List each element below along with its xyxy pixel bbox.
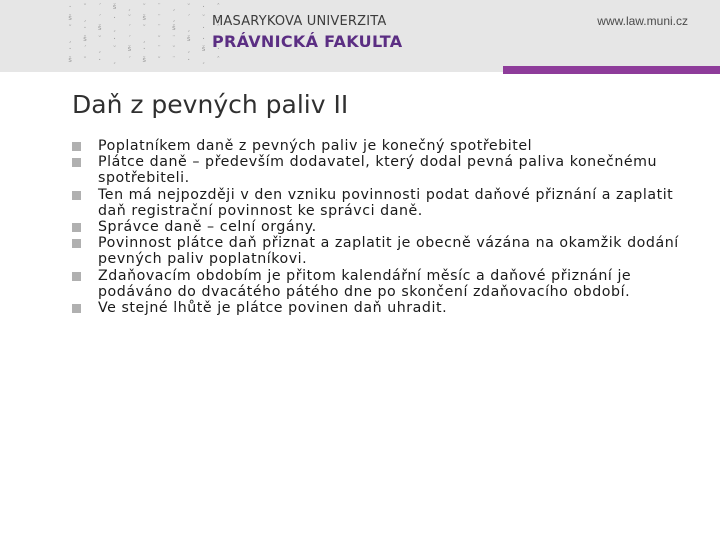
bullet-text: Povinnost plátce daň přiznat a zaplatit je obecně vázána na okamžik dodání pevných paliv poplatníkovi. [98,235,679,268]
bullet-square-icon [72,272,81,281]
bullet-text: Ten má nejpozději v den vzniku povinnosti podat daňové přiznání a zaplatit daň registrační povinnost ke správci daně. [98,186,674,219]
website-url: www.law.muni.cz [597,14,688,28]
bullet-list [72,138,692,316]
bullet-square-icon [72,158,81,167]
slide-header [0,0,720,72]
bullet-item [72,219,692,235]
logo-letter-pattern: · ˘ ´ š ¸ ˘ ¨ ¸ ˘ · ˆ š ¸ ´ · ˘ š ¨ ¸ ´ ˘ · ˘ · š ¸ ´ ˘ ¨ š ¸ · ˆ ¸ š ˘ · ´ ¸ ˘ ¨ š · ˘ · ´ ¸ ˘ š · ¨ ˘ ¸ š · š ˘ · ¸ ´ š ˘ ¨ · ¸ ˆ [68,3,224,64]
bullet-square-icon [72,191,81,200]
bullet-text: Poplatníkem daně z pevných paliv je konečný spotřebitel [98,138,533,154]
faculty-name: PRÁVNICKÁ FAKULTA [212,32,403,51]
bullet-item [72,187,692,219]
bullet-text: Plátce daně – především dodavatel, který dodal pevná paliva konečnému spotřebiteli. [98,154,658,187]
bullet-text: Zdaňovacím obdobím je přitom kalendářní měsíc a daňové přiznání je podáváno do dvacátého pátého dne po skončení zdaňovacího období. [98,267,632,300]
bullet-item [72,138,692,154]
bullet-square-icon [72,304,81,313]
bullet-item [72,300,692,316]
bullet-text: Správce daně – celní orgány. [98,219,317,236]
university-name: MASARYKOVA UNIVERZITA [212,14,387,29]
bullet-item [72,268,692,300]
bullet-text: Ve stejné lhůtě je plátce povinen daň uhradit. [98,300,448,317]
bullet-square-icon [72,223,81,232]
accent-bar [503,66,720,74]
slide-title: Daň z pevných paliv II [72,90,349,119]
bullet-item [72,154,692,186]
bullet-square-icon [72,239,81,248]
bullet-square-icon [72,142,81,151]
bullet-item [72,235,692,267]
